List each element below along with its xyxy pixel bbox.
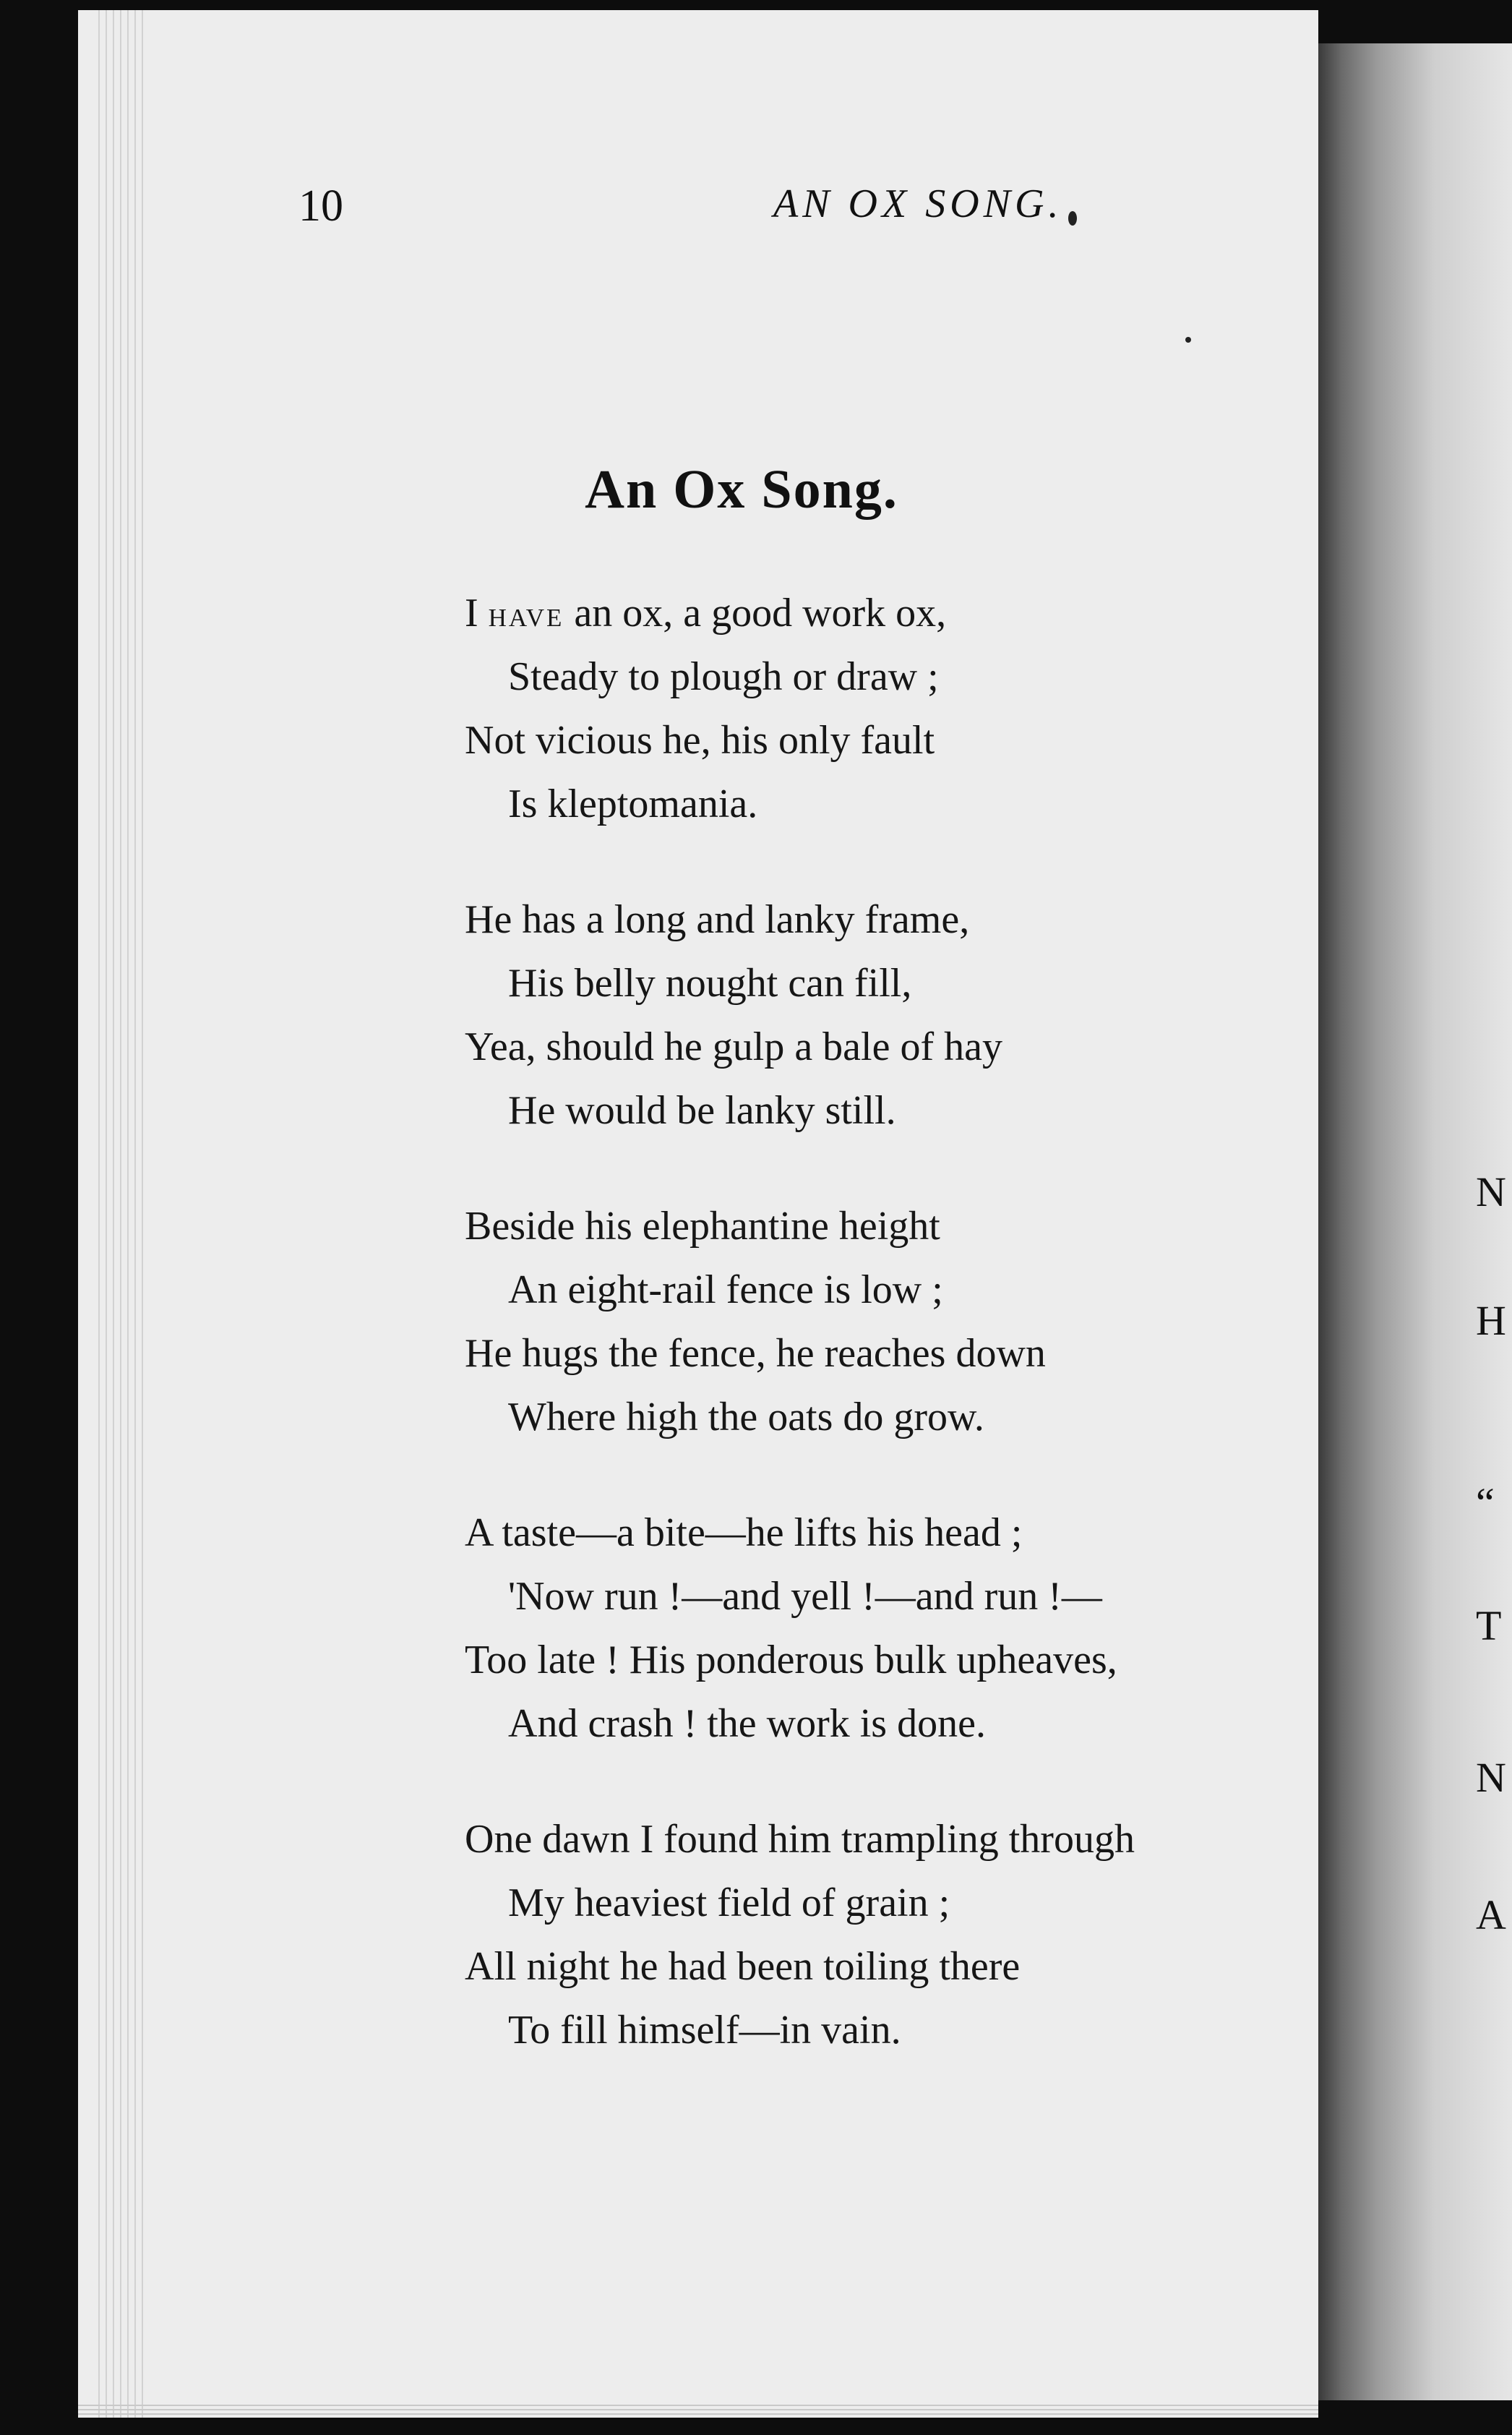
poem-line: His belly nought can fill,: [508, 961, 912, 1006]
poem-line: My heaviest field of grain ;: [508, 1880, 950, 1925]
poem-line: A taste—a bite—he lifts his head ;: [465, 1510, 1023, 1555]
facing-page-fragment: N: [1476, 1754, 1506, 1801]
stanza-5: [465, 1807, 1318, 2062]
facing-page-fragment: H: [1476, 1297, 1506, 1344]
facing-page-fragment: T: [1476, 1602, 1502, 1649]
stanza-4: [465, 1501, 1318, 1755]
ink-speck: [1068, 211, 1077, 226]
poem-line: Beside his elephantine height: [465, 1204, 940, 1249]
poem-line: [465, 581, 1318, 645]
poem-line: And crash ! the work is done.: [508, 1701, 986, 1746]
poem-line: Where high the oats do grow.: [508, 1395, 984, 1439]
poem-line: He has a long and lanky frame,: [465, 897, 970, 942]
running-title: AN OX SONG.: [773, 181, 1063, 226]
poem-line: One dawn I found him trampling through: [465, 1817, 1135, 1862]
first-word-caps: have: [488, 594, 564, 634]
facing-page-fragment: A: [1476, 1891, 1506, 1938]
poem-line: He would be lanky still.: [508, 1088, 896, 1133]
page-bottom-edge: [78, 2402, 1318, 2418]
book-page: [78, 10, 1318, 2418]
poem-body: [465, 581, 1318, 2114]
facing-page-edge: [1318, 43, 1512, 2400]
poem-line: Yea, should he gulp a bale of hay: [465, 1024, 1002, 1069]
poem-line: To fill himself—in vain.: [508, 2008, 901, 2053]
first-line-rest: an ox, a good work ox,: [564, 591, 947, 636]
page-number: 10: [298, 181, 343, 231]
poem-line: He hugs the fence, he reaches down: [465, 1331, 1046, 1376]
poem-line: Too late ! His ponderous bulk upheaves,: [465, 1638, 1117, 1682]
stanza-2: [465, 888, 1318, 1142]
poem-line: 'Now run !—and yell !—and run !—: [508, 1574, 1102, 1619]
ink-speck: [1185, 337, 1191, 343]
page-edge-lines: [93, 10, 143, 2418]
poem-line: All night he had been toiling there: [465, 1944, 1021, 1989]
stanza-3: [465, 1194, 1318, 1449]
first-word: I: [465, 591, 478, 636]
facing-page-fragment: “: [1476, 1479, 1495, 1526]
poem-line: An eight-rail fence is low ;: [508, 1267, 943, 1312]
poem-title: An Ox Song.: [585, 459, 898, 520]
poem-line: Steady to plough or draw ;: [508, 654, 939, 699]
poem-line: Not vicious he, his only fault: [465, 718, 935, 763]
running-head: [78, 181, 1318, 239]
poem-line: Is kleptomania.: [508, 782, 758, 826]
facing-page-fragment: N: [1476, 1168, 1506, 1215]
stanza-1: [465, 581, 1318, 836]
